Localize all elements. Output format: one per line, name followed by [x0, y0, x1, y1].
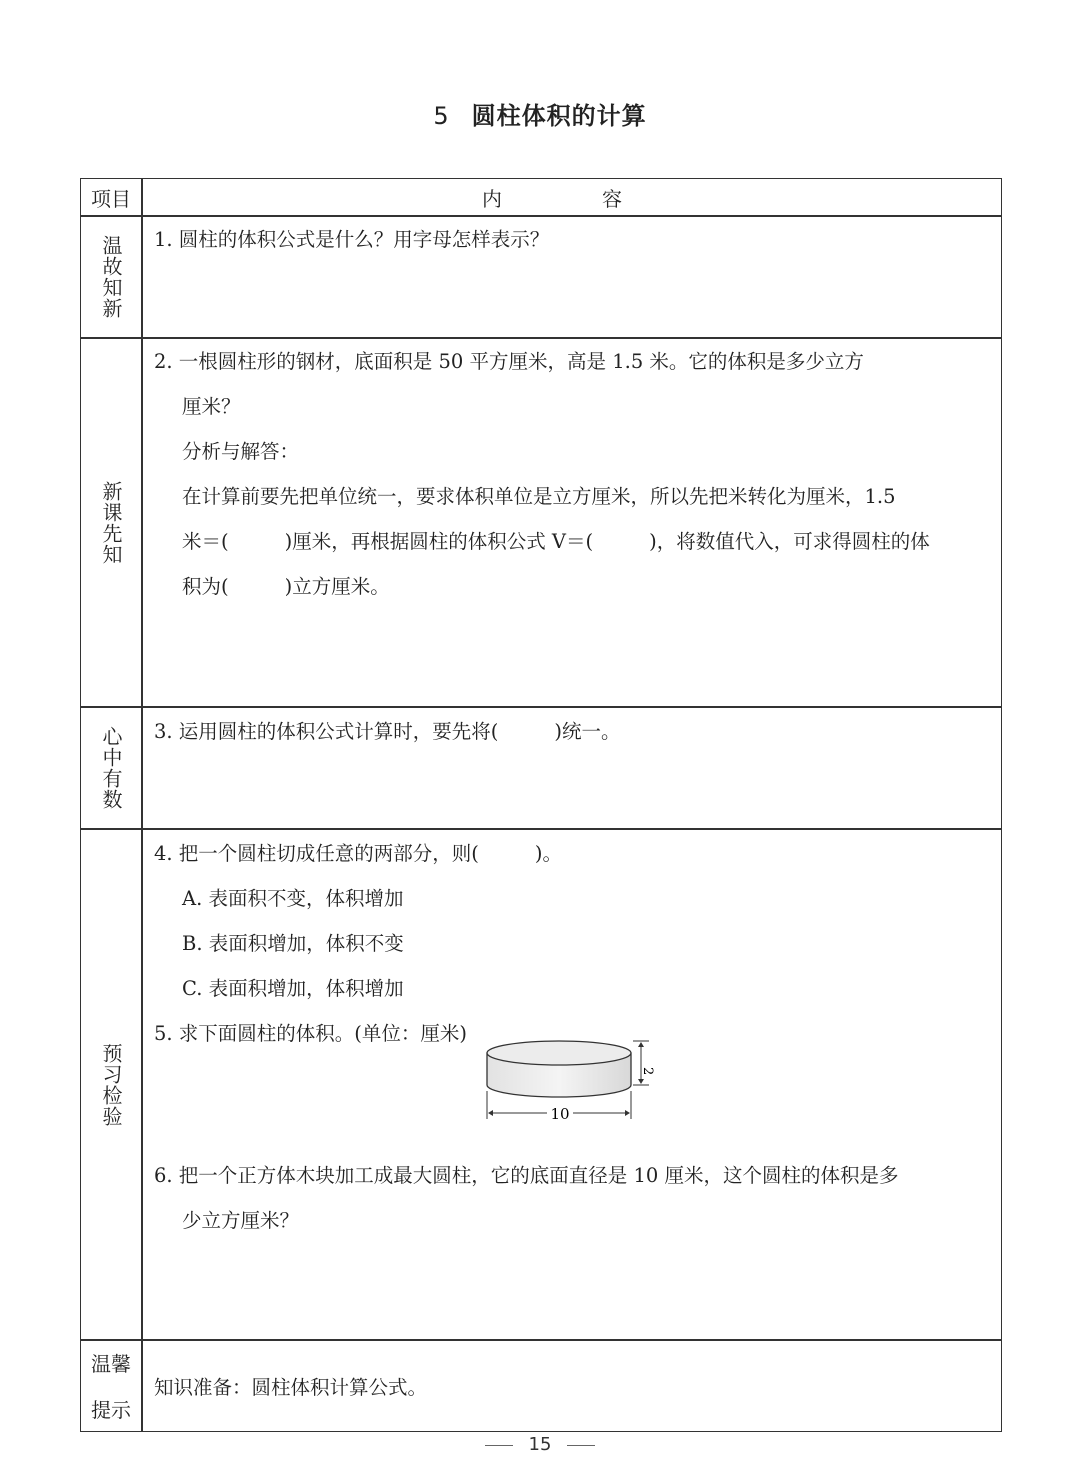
footer-dash: [567, 1445, 595, 1446]
option-c: C. 表面积增加，体积增加: [182, 977, 404, 1000]
page-title: [0, 96, 1080, 131]
text-fragment: )，将数值代入，可求得圆柱的体: [649, 530, 930, 553]
row-divider: [81, 828, 1001, 830]
header-item-label: 项目: [91, 186, 131, 211]
page-footer: [0, 1434, 1080, 1455]
question-2-line: 厘米？: [182, 395, 241, 418]
section-label-review: [81, 217, 141, 337]
worksheet-table: [80, 178, 1002, 1432]
question-2-line: 2. 一根圆柱形的钢材，底面积是 50 平方厘米，高是 1.5 米。它的体积是多少立方: [154, 350, 864, 373]
tip-text: 知识准备：圆柱体积计算公式。: [154, 1376, 428, 1399]
question-6-line: 6. 把一个正方体木块加工成最大圆柱，它的底面直径是 10 厘米，这个圆柱的体积是多: [154, 1164, 899, 1187]
row-divider: [81, 706, 1001, 708]
cylinder-figure: [481, 1039, 671, 1129]
diameter-label: 10: [550, 1105, 570, 1123]
question-4-stem: [154, 831, 994, 876]
text-fragment: )立方厘米。: [284, 575, 390, 598]
text-fragment: 积为(: [182, 575, 229, 598]
section-label-text: 温故知新: [99, 235, 123, 319]
text-fragment: 3. 运用圆柱的体积公式计算时，要先将(: [154, 720, 499, 743]
row-divider: [81, 1339, 1001, 1341]
analysis-line: 在计算前要先把单位统一，要求体积单位是立方厘米，所以先把米转化为厘米，1.5: [182, 485, 896, 508]
height-label: 2: [640, 1067, 655, 1076]
footer-dash: [485, 1445, 513, 1446]
question-5: 5. 求下面圆柱的体积。(单位：厘米): [154, 1022, 468, 1045]
section-label-preview: [81, 339, 141, 706]
section-label-text: 提示: [91, 1398, 131, 1422]
column-divider: [141, 179, 143, 1431]
section-label-understanding: [81, 708, 141, 828]
section-number: 5: [433, 102, 450, 130]
section-label-text: 温馨: [91, 1352, 131, 1376]
question-3: [154, 709, 994, 754]
analysis-title: 分析与解答：: [182, 440, 300, 463]
text-fragment: )厘米，再根据圆柱的体积公式 V＝(: [284, 530, 594, 553]
option-a: A. 表面积不变，体积增加: [182, 887, 404, 910]
option-b: B. 表面积增加，体积不变: [182, 932, 404, 955]
question-2: [154, 339, 994, 609]
section-label-tip: [81, 1341, 141, 1433]
section-label-text: 新课先知: [99, 480, 123, 565]
question-6-line: 少立方厘米？: [182, 1209, 300, 1232]
page-number: 15: [528, 1434, 552, 1455]
text-fragment: 米＝(: [182, 530, 229, 553]
section-label-text: 预习检验: [99, 1042, 123, 1127]
text-fragment: 4. 把一个圆柱切成任意的两部分，则(: [154, 842, 479, 865]
question-6: [154, 1153, 994, 1243]
section-title: 圆柱体积的计算: [471, 102, 647, 130]
analysis-line: [154, 564, 994, 609]
section-label-check: [81, 830, 141, 1339]
header-content-label: 内 容: [482, 186, 662, 211]
analysis-line: [154, 519, 994, 564]
question-1: 1. 圆柱的体积公式是什么？用字母怎样表示？: [154, 228, 550, 251]
text-fragment: )统一。: [554, 720, 621, 743]
text-fragment: )。: [534, 842, 563, 865]
section-label-text: 心中有数: [99, 726, 123, 810]
question-4: [154, 831, 994, 1056]
